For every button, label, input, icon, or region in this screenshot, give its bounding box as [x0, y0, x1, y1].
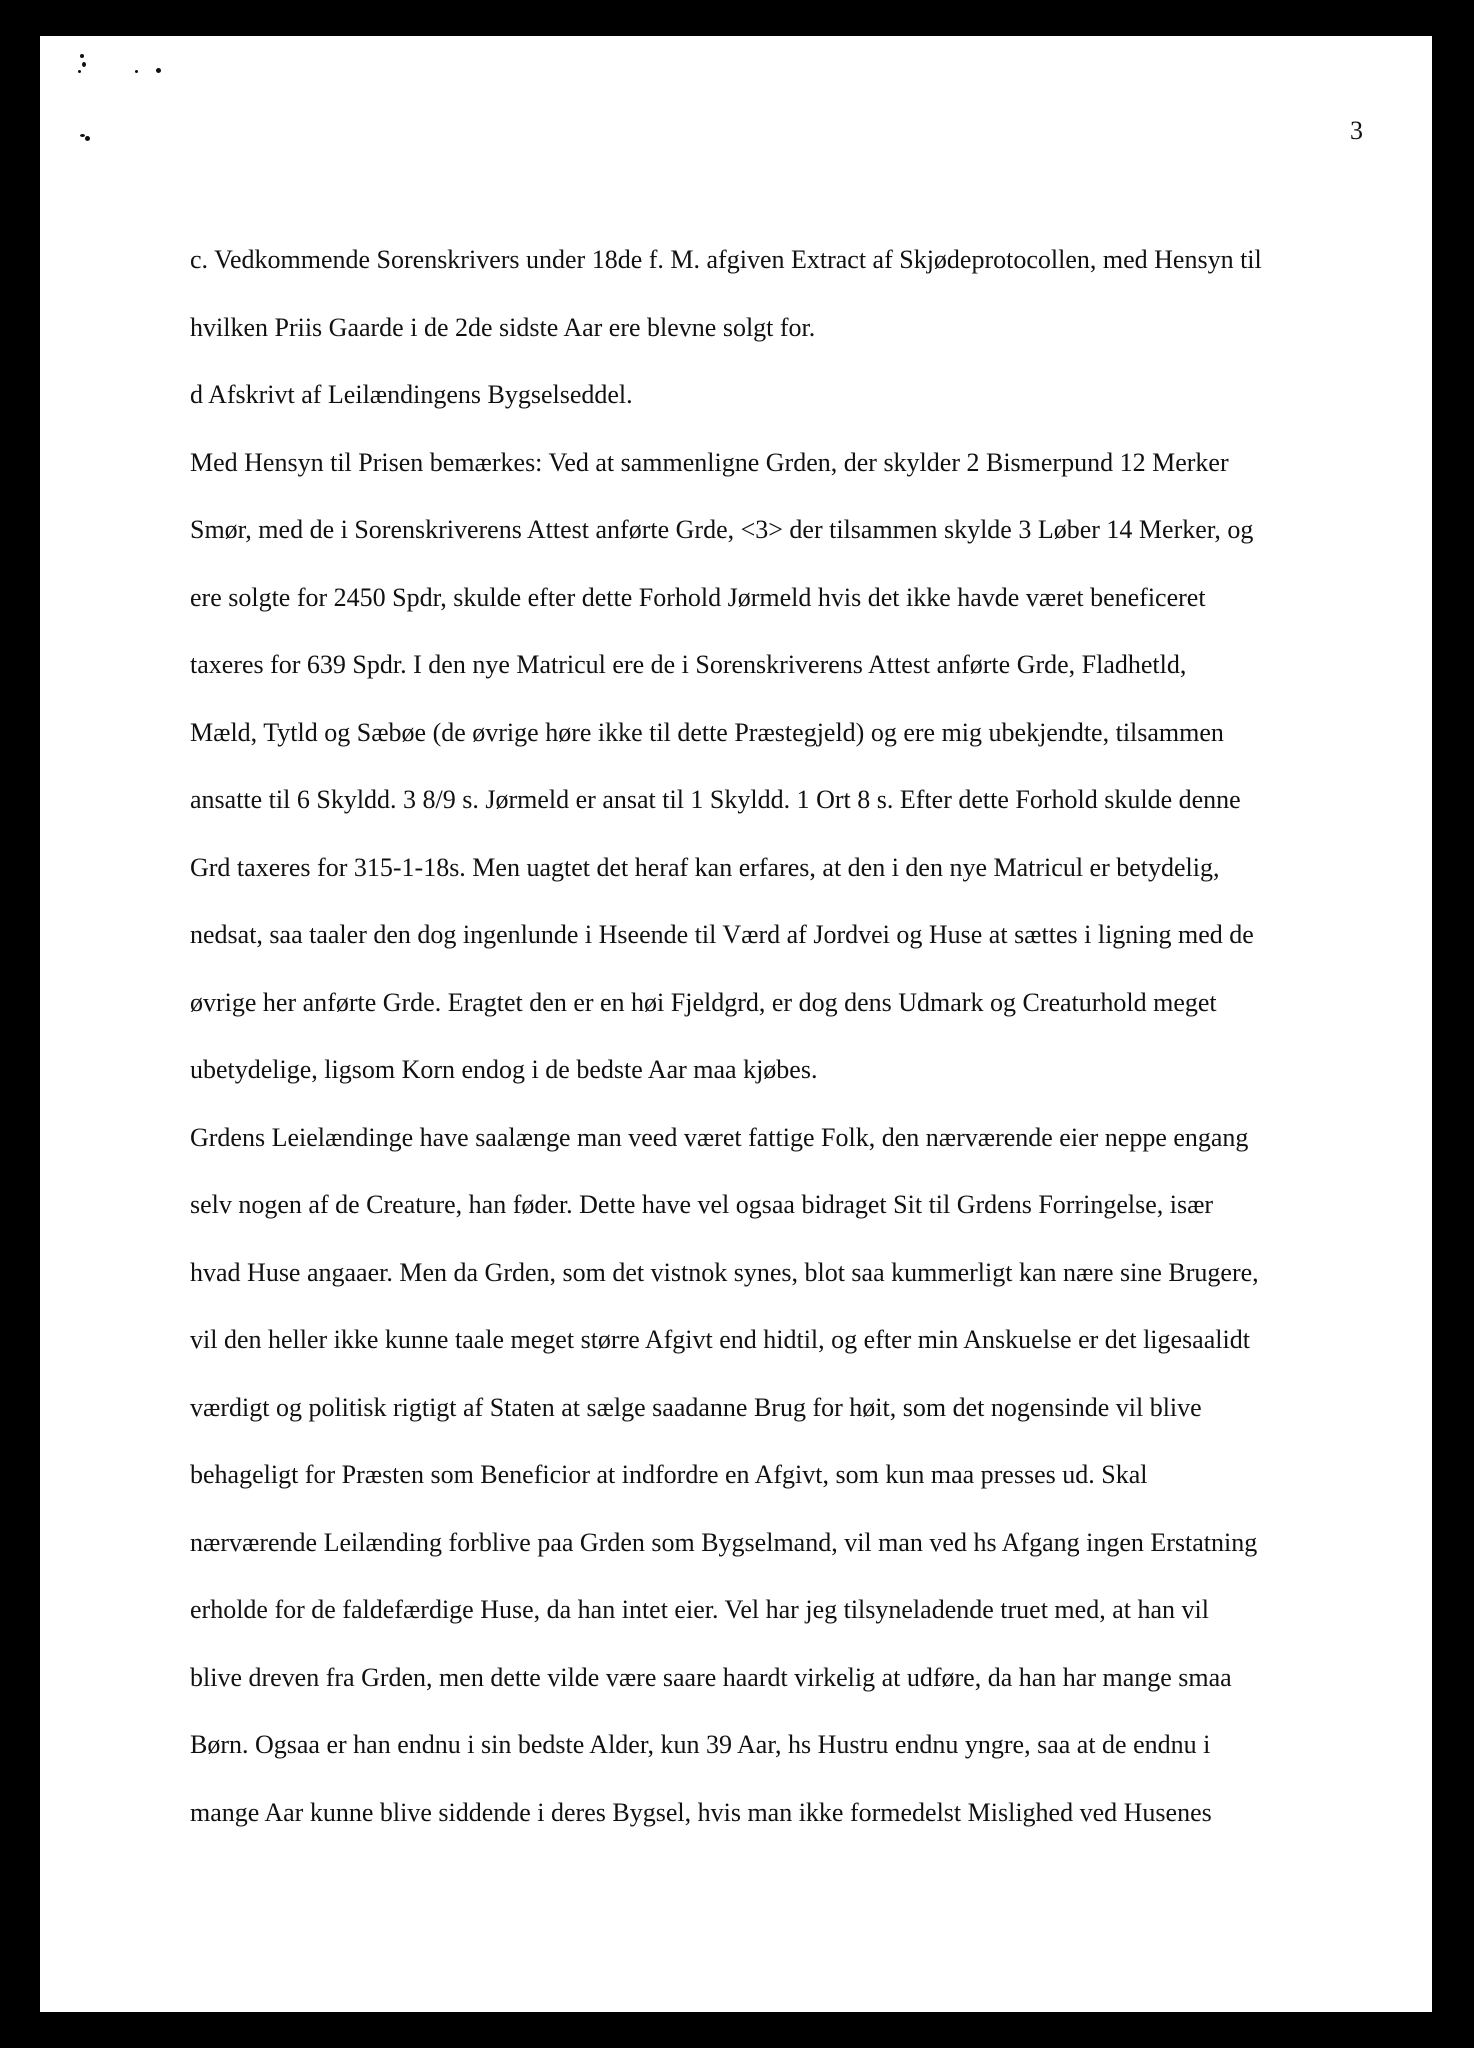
- text-line: blive dreven fra Grden, men dette vilde være saare haardt virkelig at udføre, da han har mange smaa: [190, 1662, 1232, 1692]
- text-line: selv nogen af de Creature, han føder. Dette have vel ogsaa bidraget Sit til Grdens Forringelse, især: [190, 1190, 1214, 1219]
- scan-speck: [78, 70, 81, 73]
- scan-speck: [156, 68, 161, 73]
- text-line: vil den heller ikke kunne taale meget større Afgivt end hidtil, og efter min Anskuelse er det ligesaalidt: [190, 1325, 1250, 1354]
- text-line: ubetydelige, ligsom Korn endog i de bedste Aar maa kjøbes.: [190, 1055, 818, 1084]
- page-number: 3: [1350, 116, 1363, 145]
- text-line: erholde for de faldefærdige Huse, da han intet eier. Vel har jeg tilsyneladende truet med, at han vil: [190, 1595, 1209, 1624]
- text-line: nedsat, saa taaler den dog ingenlunde i Hseende til Værd af Jordvei og Huse at sættes i ligning med de: [190, 920, 1254, 949]
- text-line: nærværende Leilænding forblive paa Grden som Bygselmand, vil man ved hs Afgang ingen Erstatning: [190, 1527, 1258, 1557]
- text-line: Mæld, Tytld og Sæbøe (de øvrige høre ikke til dette Præstegjeld) og ere mig ubekjendte, tilsammen: [190, 717, 1224, 747]
- text-line: Grdens Leielændinge have saalænge man veed været fattige Folk, den nærværende eier neppe engang: [190, 1122, 1249, 1152]
- text-line: Smør, med de i Sorenskriverens Attest anførte Grde, <3> der tilsammen skylde 3 Løber 14 Merker, og: [190, 515, 1254, 544]
- text-line: værdigt og politisk rigtigt af Staten at sælge saadanne Brug for høit, som det nogensinde vil blive: [190, 1392, 1202, 1422]
- text-line: mange Aar kunne blive siddende i deres Bygsel, hvis man ikke formedelst Mislighed ved Husenes: [190, 1797, 1212, 1827]
- text-line: Børn. Ogsaa er han endnu i sin bedste Alder, kun 39 Aar, hs Hustru endnu yngre, saa at de endnu i: [190, 1730, 1211, 1759]
- text-line: hvad Huse angaaer. Men da Grden, som det vistnok synes, blot saa kummerligt kan nære sine Brugere,: [190, 1257, 1259, 1287]
- scan-speck: [82, 62, 86, 67]
- scan-speck: [85, 136, 90, 141]
- scan-speck: [80, 54, 84, 58]
- text-line: taxeres for 639 Spdr. I den nye Matricul ere de i Sorenskriverens Attest anførte Grde, Fladhetld,: [190, 650, 1187, 679]
- text-line: ere solgte for 2450 Spdr, skulde efter dette Forhold Jørmeld hvis det ikke havde været beneficeret: [190, 582, 1206, 612]
- text-line: d Afskrivt af Leilændingens Bygselseddel.: [190, 380, 633, 409]
- text-line: hvilken Priis Gaarde i de 2de sidste Aar ere blevne solgt for.: [190, 312, 816, 342]
- text-line: c. Vedkommende Sorenskrivers under 18de f. M. afgiven Extract af Skjødeprotocollen, med Hensyn til: [190, 245, 1262, 274]
- text-line: behageligt for Præsten som Beneficior at indfordre en Afgivt, som kun maa presses ud. Skal: [190, 1460, 1148, 1489]
- text-line: Grd taxeres for 315-1-18s. Men uagtet det heraf kan erfares, at den i den nye Matricul er betydelig,: [190, 852, 1220, 882]
- scan-speck: [135, 70, 138, 73]
- text-line: ansatte til 6 Skyldd. 3 8/9 s. Jørmeld er ansat til 1 Skyldd. 1 Ort 8 s. Efter dette Forhold skulde denne: [190, 785, 1241, 814]
- body-text: [190, 226, 1405, 1846]
- document-page: [40, 36, 1432, 2012]
- text-line: øvrige her anførte Grde. Eragtet den er en høi Fjeldgrd, er dog dens Udmark og Creaturhold meget: [190, 987, 1217, 1017]
- text-line: Med Hensyn til Prisen bemærkes: Ved at sammenligne Grden, der skylder 2 Bismerpund 12 Merker: [190, 447, 1229, 477]
